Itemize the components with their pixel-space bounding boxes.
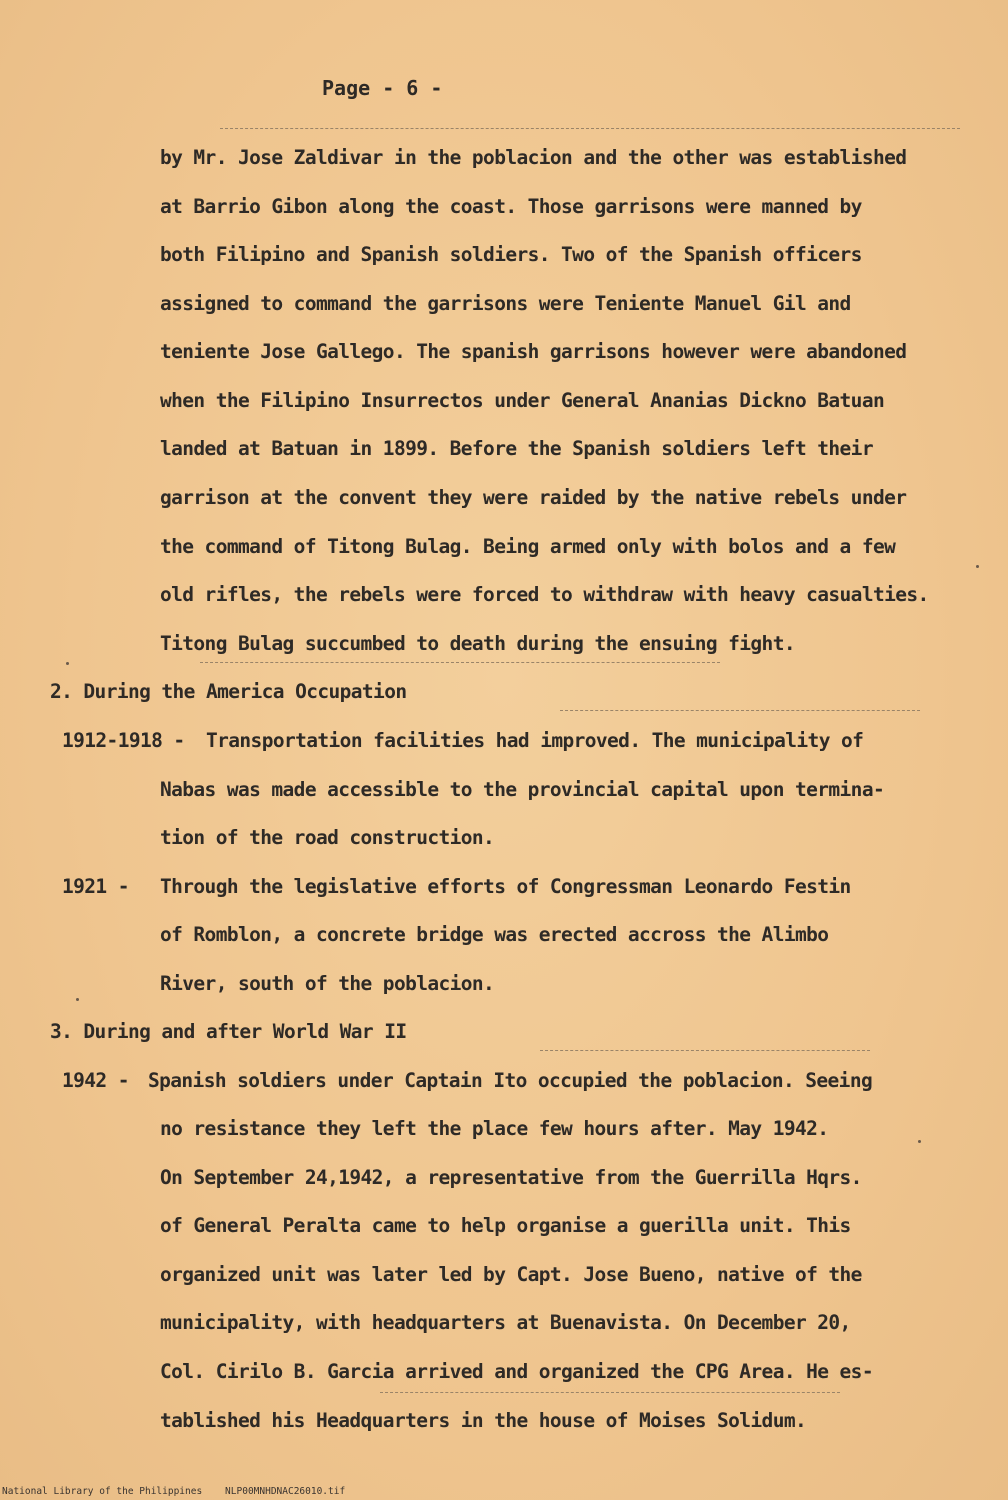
scan-artifact bbox=[66, 662, 69, 665]
entry-year: 1921 - bbox=[62, 875, 129, 898]
entry-line: of Romblon, a concrete bridge was erected accross the Alimbo bbox=[160, 923, 829, 946]
paragraph-line: assigned to command the garrisons were Teniente Manuel Gil and bbox=[160, 292, 851, 315]
paragraph-line: landed at Batuan in 1899. Before the Spanish soldiers left their bbox=[160, 437, 873, 460]
entry-line: River, south of the poblacion. bbox=[160, 972, 495, 995]
paragraph-line: at Barrio Gibon along the coast. Those garrisons were manned by bbox=[160, 195, 862, 218]
scan-artifact bbox=[540, 1050, 870, 1052]
entry-line: Col. Cirilo B. Garcia arrived and organized the CPG Area. He es- bbox=[160, 1360, 873, 1383]
paragraph-line: the command of Titong Bulag. Being armed only with bolos and a few bbox=[160, 535, 896, 558]
paragraph-line: old rifles, the rebels were forced to withdraw with heavy casualties. bbox=[160, 583, 929, 606]
entry-line: Nabas was made accessible to the provincial capital upon termina- bbox=[160, 778, 885, 801]
scan-artifact bbox=[560, 710, 920, 712]
entry-line: Spanish soldiers under Captain Ito occupied the poblacion. Seeing bbox=[148, 1069, 873, 1092]
paragraph-line: Titong Bulag succumbed to death during the ensuing fight. bbox=[160, 632, 795, 655]
paragraph-line: by Mr. Jose Zaldivar in the poblacion and the other was established bbox=[160, 146, 907, 169]
scan-footer: National Library of the Philippines NLP00MNHDNAC26010.tif bbox=[2, 1486, 346, 1497]
entry-line: tablished his Headquarters in the house of Moises Solidum. bbox=[160, 1409, 807, 1432]
entry-line: tion of the road construction. bbox=[160, 826, 495, 849]
section-heading: 2. During the America Occupation bbox=[50, 680, 407, 703]
entry-line: municipality, with headquarters at Buenavista. On December 20, bbox=[160, 1311, 851, 1334]
entry-line: of General Peralta came to help organise a guerilla unit. This bbox=[160, 1214, 851, 1237]
paragraph-line: when the Filipino Insurrectos under General Ananias Dickno Batuan bbox=[160, 389, 885, 412]
paragraph-line: teniente Jose Gallego. The spanish garrisons however were abandoned bbox=[160, 340, 907, 363]
page-header: Page - 6 - bbox=[322, 76, 443, 100]
scan-artifact bbox=[200, 662, 720, 664]
entry-year: 1942 - bbox=[62, 1069, 129, 1092]
paragraph-line: both Filipino and Spanish soldiers. Two of the Spanish officers bbox=[160, 243, 862, 266]
scan-artifact bbox=[918, 1140, 921, 1143]
scan-artifact bbox=[220, 128, 960, 130]
entry-year: 1912-1918 - bbox=[62, 729, 185, 752]
entry-line: Transportation facilities had improved. The municipality of bbox=[206, 729, 864, 752]
scan-artifact bbox=[76, 998, 79, 1001]
scan-artifact bbox=[976, 565, 979, 568]
paragraph-line: garrison at the convent they were raided by the native rebels under bbox=[160, 486, 907, 509]
entry-line: organized unit was later led by Capt. Jose Bueno, native of the bbox=[160, 1263, 862, 1286]
entry-line: no resistance they left the place few hours after. May 1942. bbox=[160, 1117, 829, 1140]
entry-line: Through the legislative efforts of Congressman Leonardo Festin bbox=[160, 875, 851, 898]
scan-artifact bbox=[380, 1392, 840, 1394]
section-heading: 3. During and after World War II bbox=[50, 1020, 407, 1043]
entry-line: On September 24,1942, a representative from the Guerrilla Hqrs. bbox=[160, 1166, 862, 1189]
